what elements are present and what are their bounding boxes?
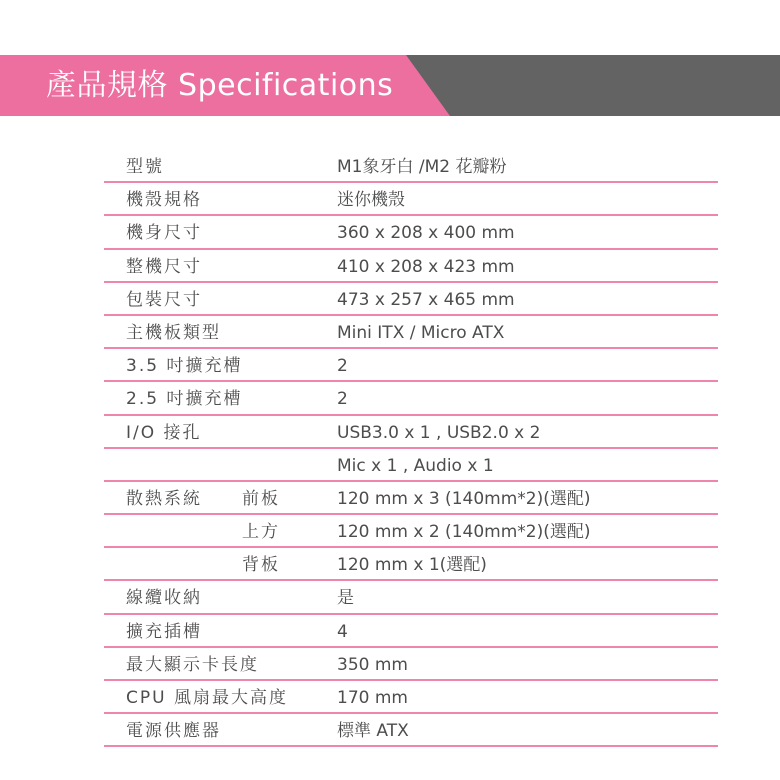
spec-row xyxy=(104,283,718,316)
spec-row xyxy=(104,316,718,349)
spec-value: 360 x 208 x 400 mm xyxy=(337,223,515,244)
spec-label: 擴充插槽 xyxy=(126,621,202,642)
spec-label: 機殼規格 xyxy=(126,190,202,211)
spec-value: 170 mm xyxy=(337,688,408,708)
spec-label: 主機板類型 xyxy=(126,322,221,343)
spec-row xyxy=(104,681,718,714)
spec-label: 3.5 吋擴充槽 xyxy=(126,356,243,377)
spec-sublabel: 前板 xyxy=(242,488,280,509)
spec-value: 2 xyxy=(337,389,348,410)
spec-label: 2.5 吋擴充槽 xyxy=(126,389,243,410)
spec-value: 350 mm xyxy=(337,654,408,675)
spec-row xyxy=(104,615,718,648)
spec-table xyxy=(104,150,718,747)
spec-row xyxy=(104,349,718,382)
spec-row xyxy=(104,449,718,482)
spec-value: 120 mm x 2 (140mm*2)(選配) xyxy=(337,522,591,543)
spec-value: 120 mm x 1(選配) xyxy=(337,555,487,576)
spec-label: 線纜收納 xyxy=(126,588,202,609)
spec-value: 2 xyxy=(337,356,348,377)
spec-value: 迷你機殼 xyxy=(337,190,405,211)
spec-value: 120 mm x 3 (140mm*2)(選配) xyxy=(337,488,591,509)
spec-row xyxy=(104,250,718,283)
spec-label: 機身尺寸 xyxy=(126,223,202,244)
spec-value: 標準 ATX xyxy=(337,721,409,742)
spec-value: Mic x 1 , Audio x 1 xyxy=(337,455,494,476)
spec-row xyxy=(104,515,718,548)
spec-row xyxy=(104,216,718,249)
spec-row xyxy=(104,183,718,216)
spec-label: 型號 xyxy=(126,157,164,177)
spec-value: 是 xyxy=(337,588,354,609)
spec-label: 整機尺寸 xyxy=(126,256,202,277)
spec-label: CPU 風扇最大高度 xyxy=(126,688,288,708)
header-banner xyxy=(0,55,780,116)
spec-value: USB3.0 x 1 , USB2.0 x 2 xyxy=(337,422,541,443)
spec-sublabel: 背板 xyxy=(242,555,280,576)
spec-row xyxy=(104,581,718,614)
spec-value: Mini ITX / Micro ATX xyxy=(337,322,505,343)
spec-label: 最大顯示卡長度 xyxy=(126,654,259,675)
spec-value: 410 x 208 x 423 mm xyxy=(337,256,515,277)
spec-row xyxy=(104,382,718,415)
spec-row xyxy=(104,416,718,449)
spec-row xyxy=(104,648,718,681)
spec-row xyxy=(104,482,718,515)
spec-sublabel: 上方 xyxy=(242,522,280,543)
spec-value: 473 x 257 x 465 mm xyxy=(337,289,515,310)
spec-label: 電源供應器 xyxy=(126,721,221,742)
spec-row xyxy=(104,714,718,747)
spec-row xyxy=(104,150,718,183)
spec-value: M1象牙白 /M2 花瓣粉 xyxy=(337,157,507,177)
spec-row xyxy=(104,548,718,581)
spec-value: 4 xyxy=(337,621,348,642)
spec-label: I/O 接孔 xyxy=(126,422,202,443)
row-divider xyxy=(104,745,718,747)
spec-label: 散熱系統 xyxy=(126,488,202,509)
spec-label: 包裝尺寸 xyxy=(126,289,202,310)
page-title: 產品規格 Specifications xyxy=(46,68,394,103)
